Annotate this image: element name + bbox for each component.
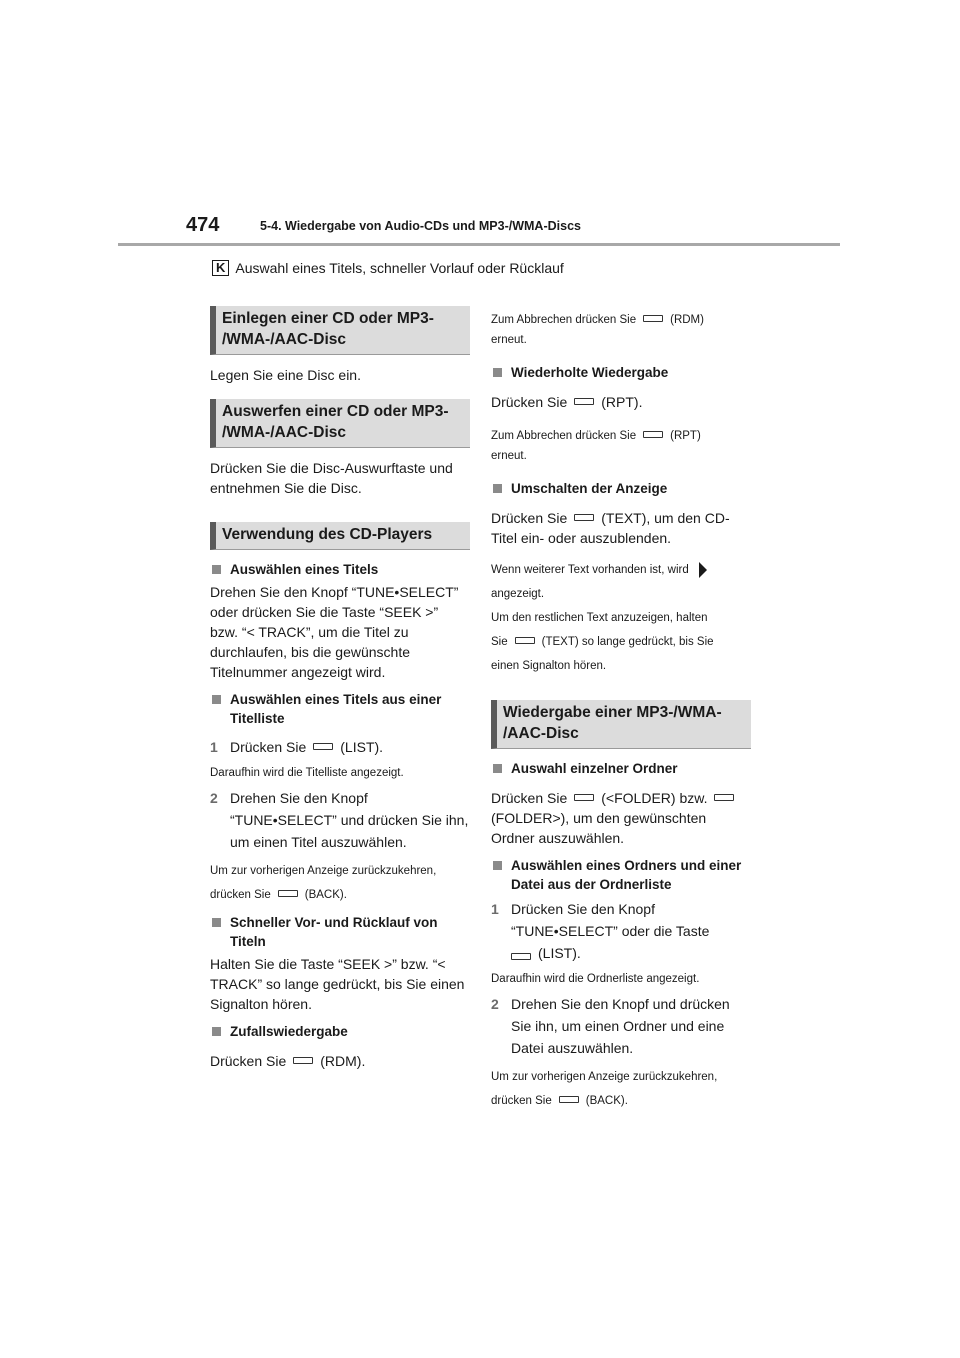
button-icon (511, 953, 531, 960)
step-number: 2 (210, 790, 218, 806)
folder-list-back-note: Um zur vorherigen Anzeige zurückzukehren, drücken Sie (BACK). (491, 1071, 718, 1107)
button-icon (714, 794, 734, 801)
header-rule (118, 243, 840, 246)
subheading-select-folder: Auswahl einzelner Ordner (491, 759, 751, 778)
subheading-display: Umschalten der Anzeige (491, 479, 751, 498)
folder-list-note: Daraufhin wird die Ordnerliste angezeigt. (491, 973, 700, 985)
button-icon (293, 1057, 313, 1064)
step-number: 2 (491, 996, 499, 1012)
section-heading-cd-player: Verwendung des CD-Players (210, 522, 470, 550)
bullet-square-icon (493, 484, 502, 493)
step-number: 1 (491, 901, 499, 917)
insert-disc-text: Legen Sie eine Disc ein. (210, 367, 361, 383)
page-number: 474 (186, 214, 220, 236)
bullet-square-icon (212, 1027, 221, 1036)
bullet-square-icon (493, 368, 502, 377)
subheading-random: Zufallswiedergabe (210, 1022, 470, 1041)
button-icon (643, 431, 663, 438)
button-icon (574, 794, 594, 801)
rpt-cancel-note: Zum Abbrechen drücken Sie (RPT) erneut. (491, 430, 701, 462)
callout-text: Auswahl eines Titels, schneller Vorlauf oder Rücklauf (235, 260, 564, 276)
button-icon (643, 315, 663, 322)
subheading-repeat: Wiederholte Wiedergabe (491, 363, 751, 382)
subheading-select-track: Auswählen eines Titels (210, 560, 470, 579)
rdm-cancel-note: Zum Abbrechen drücken Sie (RDM) erneut. (491, 314, 704, 346)
select-track-text: Drehen Sie den Knopf “TUNE•SELECT” oder drücken Sie die Taste “SEEK >” bzw. “< TRACK”, um die Titel zu durchlaufen, bis die gewünschte Titelnummer angezeigt wird. (210, 584, 459, 680)
bullet-square-icon (212, 695, 221, 704)
folder-list-step-2: 2 Drehen Sie den Knopf und drücken Sie ihn, um einen Ordner und eine Datei auszuwählen. (491, 993, 751, 1059)
arrow-right-icon (699, 562, 707, 578)
button-icon (574, 398, 594, 405)
section-heading-mp3-playback: Wiedergabe einer MP3-/WMA- /AAC-Disc (491, 700, 751, 749)
step-number: 1 (210, 739, 218, 755)
button-icon (515, 637, 535, 644)
subheading-fast-forward: Schneller Vor- und Rücklauf von Titeln (210, 913, 470, 951)
track-list-step-1: 1 Drücken Sie (LIST). (210, 736, 470, 758)
bullet-square-icon (493, 764, 502, 773)
bullet-square-icon (212, 565, 221, 574)
button-icon (278, 890, 298, 897)
bullet-square-icon (212, 918, 221, 927)
left-column (210, 306, 470, 1071)
callout-k (212, 260, 564, 276)
select-folder-text: Drücken Sie (<FOLDER) bzw. (FOLDER>), um den gewünschten Ordner auszuwählen. (491, 788, 751, 848)
chapter-title: 5-4. Wiedergabe von Audio-CDs und MP3-/WMA-Discs (260, 219, 581, 233)
button-icon (559, 1096, 579, 1103)
track-list-step-2: 2 Drehen Sie den Knopf “TUNE•SELECT” und drücken Sie ihn, um einen Titel auszuwählen. (210, 787, 470, 853)
callout-marker: K (212, 260, 229, 276)
section-heading-insert-disc: Einlegen einer CD oder MP3- /WMA-/AAC-Disc (210, 306, 470, 355)
display-text: Drücken Sie (TEXT), um den CD-Titel ein- oder auszublenden. (491, 510, 730, 546)
button-icon (574, 514, 594, 521)
subheading-folder-list: Auswählen eines Ordners und einer Datei aus der Ordnerliste (491, 856, 751, 894)
folder-list-step-1: 1 Drücken Sie den Knopf “TUNE•SELECT” oder die Taste (LIST). (491, 898, 751, 964)
text-scroll-note: Wenn weiterer Text vorhanden ist, wird angezeigt. Um den restlichen Text anzuzeigen, halten Sie (TEXT) so lange gedrückt, bis Sie einen Signalton hören. (491, 558, 751, 678)
bullet-square-icon (493, 861, 502, 870)
eject-disc-text: Drücken Sie die Disc-Auswurftaste und entnehmen Sie die Disc. (210, 460, 453, 496)
random-text: Drücken Sie (RDM). (210, 1053, 366, 1069)
section-heading-eject-disc: Auswerfen einer CD oder MP3- /WMA-/AAC-Disc (210, 399, 470, 448)
track-list-note: Daraufhin wird die Titelliste angezeigt. (210, 767, 404, 779)
button-icon (313, 743, 333, 750)
repeat-text: Drücken Sie (RPT). (491, 394, 643, 410)
right-column (491, 306, 751, 1113)
track-list-back-note: Um zur vorherigen Anzeige zurückzukehren, drücken Sie (BACK). (210, 865, 437, 901)
fast-forward-text: Halten Sie die Taste “SEEK >” bzw. “< TRACK” so lange gedrückt, bis Sie einen Signalton hören. (210, 956, 465, 1012)
subheading-track-list: Auswählen eines Titels aus einer Titelliste (210, 690, 470, 728)
